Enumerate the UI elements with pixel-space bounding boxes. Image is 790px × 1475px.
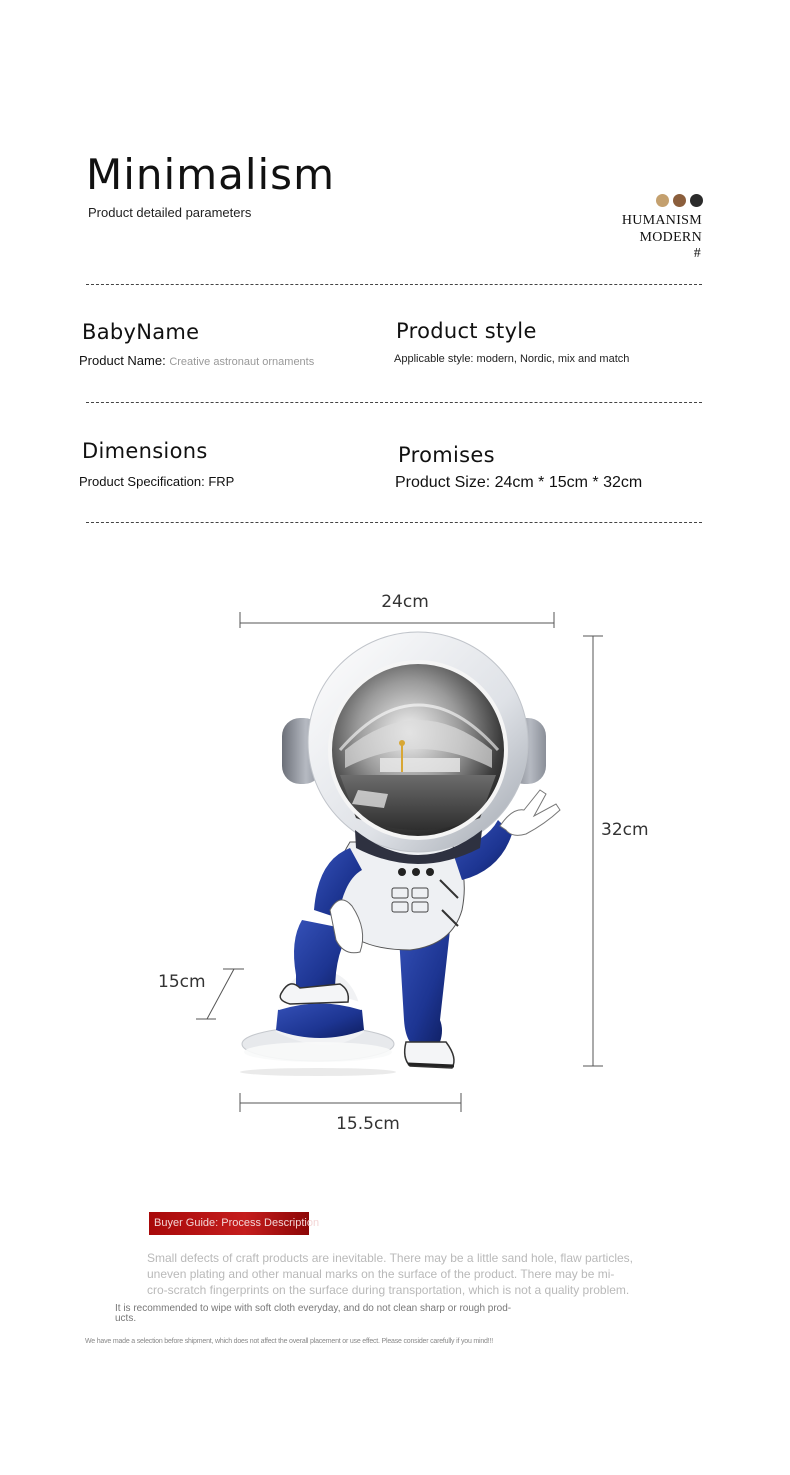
base-dimension-line [240,1093,461,1112]
promises-title: Promises [398,443,495,467]
product-name-label: Product Name: [79,353,166,368]
babyname-title: BabyName [82,320,200,344]
product-figure [0,580,790,1160]
product-name [79,353,314,368]
swatch-black [690,194,703,207]
size-text: Product Size: 24cm * 15cm * 32cm [395,474,643,491]
divider [86,522,702,523]
tagline-hash: # [693,246,701,261]
base-label: 15.5cm [336,1114,400,1134]
dimensions-title: Dimensions [82,439,208,463]
swatch-gold [656,194,669,207]
buyer-guide-badge-text: Buyer Guide: Process Description [154,1217,320,1229]
defect-note-line-1: Small defects of craft products are inevitable. There may be a little sand hole, flaw particles, [147,1251,634,1265]
color-swatches [656,194,703,207]
divider [86,402,702,403]
width-label: 24cm [381,592,429,612]
tagline-humanism: HUMANISM [621,213,702,228]
page-title: Minimalism [86,150,335,199]
tagline-modern: MODERN [639,230,702,245]
shipment-note: We have made a selection before shipment, which does not affect the overall placement or use effect. Please consider carefully if you mind!!! [85,1338,493,1345]
depth-label: 15cm [158,972,206,992]
height-label: 32cm [601,820,649,840]
page-subtitle: Product detailed parameters [88,205,252,220]
divider [86,284,702,285]
defect-note-line-2: uneven plating and other manual marks on the surface of the product. There may be mi- [147,1267,615,1281]
width-dimension-line [240,612,554,628]
spec-text: Product Specification: FRP [79,474,235,489]
height-dimension-line [583,636,603,1066]
buyer-guide-badge [149,1212,320,1235]
astronaut-illustration [0,580,790,1160]
care-note-line-1: It is recommended to wipe with soft cloth everyday, and do not clean sharp or rough prod- [115,1303,512,1314]
care-note-line-2: ucts. [115,1313,137,1324]
swatch-brown [673,194,686,207]
style-title: Product style [396,319,537,343]
style-text: Applicable style: modern, Nordic, mix and match [394,353,630,365]
product-name-value: Creative astronaut ornaments [169,356,315,368]
defect-note-line-3: cro-scratch fingerprints on the surface during transportation, which is not a quality problem. [147,1283,630,1297]
